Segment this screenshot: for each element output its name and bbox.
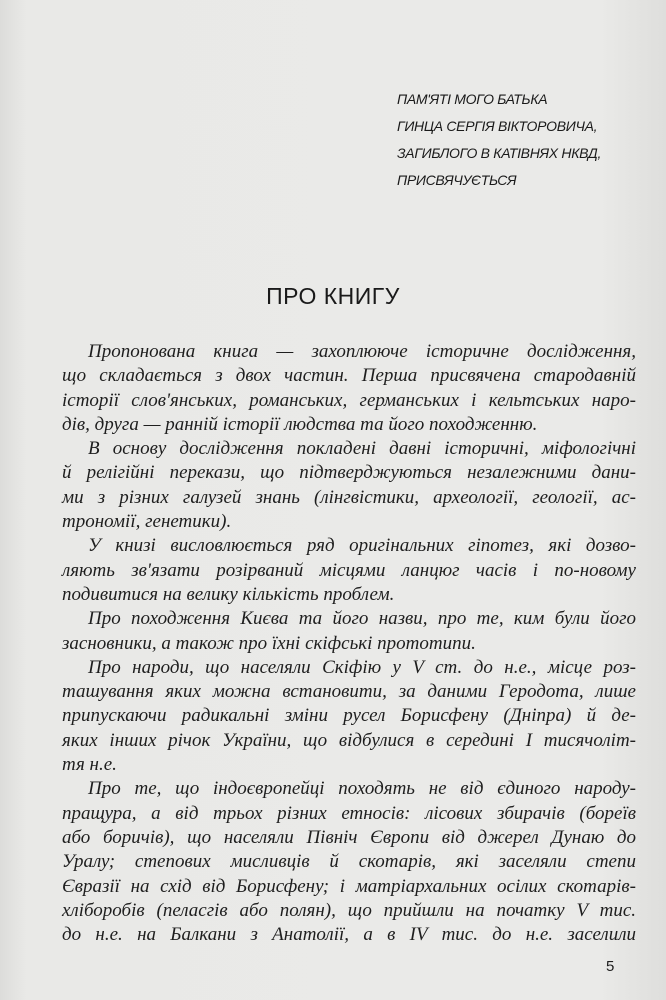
text-line: Про походження Києва та його назви, про те, ким були його bbox=[88, 608, 636, 630]
text-line: засновники, а також про їхні скіфські прототипи. bbox=[62, 632, 476, 654]
body-text bbox=[62, 340, 636, 947]
section-title: ПРО КНИГУ bbox=[266, 283, 400, 309]
dedication-line: ЗАГИБЛОГО В КАТІВНЯХ НКВД, bbox=[397, 145, 602, 161]
text-line: або боричів), що населяли Північ Європи від джерел Дунаю до bbox=[62, 826, 636, 848]
text-line: подивитися на велику кількість проблем. bbox=[62, 583, 395, 605]
text-line: Євразії на схід від Борисфену; і матріархальних осілих скотарів- bbox=[62, 875, 636, 897]
text-line: хліборобів (пеласгів або полян), що прийшли на початку V тис. bbox=[62, 899, 636, 921]
text-line: трономії, генетики). bbox=[62, 511, 232, 533]
page-number: 5 bbox=[606, 958, 615, 975]
dedication bbox=[397, 86, 601, 194]
dedication-line: ПРИСВЯЧУЄТЬСЯ bbox=[397, 172, 517, 188]
text-line: до н.е. на Балкани з Анатолії, а в IV тис. до н.е. заселили bbox=[62, 924, 636, 946]
text-line: й релігійні перекази, що підтверджуються незалежними дани- bbox=[62, 462, 636, 484]
dedication-line: ПАМ'ЯТІ МОГО БАТЬКА bbox=[397, 91, 548, 107]
text-line: ми з різних галузей знань (лінгвістики, археології, геології, ас- bbox=[62, 486, 636, 508]
text-line: припускаючи радикальні зміни русел Борисфену (Дніпра) й де- bbox=[62, 705, 636, 727]
text-line: історії слов'янських, романських, германських і кельтських наро- bbox=[62, 389, 636, 411]
dedication-line: ГИНЦА СЕРГІЯ ВІКТОРОВИЧА, bbox=[397, 118, 598, 134]
text-line: Уралу; степових мисливців й скотарів, які заселяли степи bbox=[62, 851, 636, 873]
text-line: Про те, що індоєвропейці походять не від єдиного народу- bbox=[88, 778, 636, 800]
text-line: тя н.е. bbox=[62, 754, 117, 776]
text-line: Про народи, що населяли Скіфію у V ст. до н.е., місце роз- bbox=[88, 656, 636, 678]
text-line: дів, друга — ранній історії людства та його походженню. bbox=[62, 413, 538, 435]
text-line: В основу дослідження покладені давні історичні, міфологічні bbox=[88, 438, 636, 460]
text-line: ляють зв'язати розірваний місцями ланцюг часів і по-новому bbox=[62, 559, 636, 581]
text-line: пращура, а від трьох різних етносів: лісових збирачів (бореїв bbox=[62, 802, 636, 824]
text-line: яких інших річок України, що відбулися в середині I тисячоліт- bbox=[62, 729, 636, 751]
text-line: ташування яких можна встановити, за даними Геродота, лише bbox=[62, 681, 636, 703]
text-line: У книзі висловлюється ряд оригінальних гіпотез, які дозво- bbox=[88, 535, 636, 557]
text-line: Пропонована книга — захоплююче історичне дослідження, bbox=[88, 341, 636, 362]
text-line: що складається з двох частин. Перша присвячена стародавній bbox=[62, 365, 636, 387]
